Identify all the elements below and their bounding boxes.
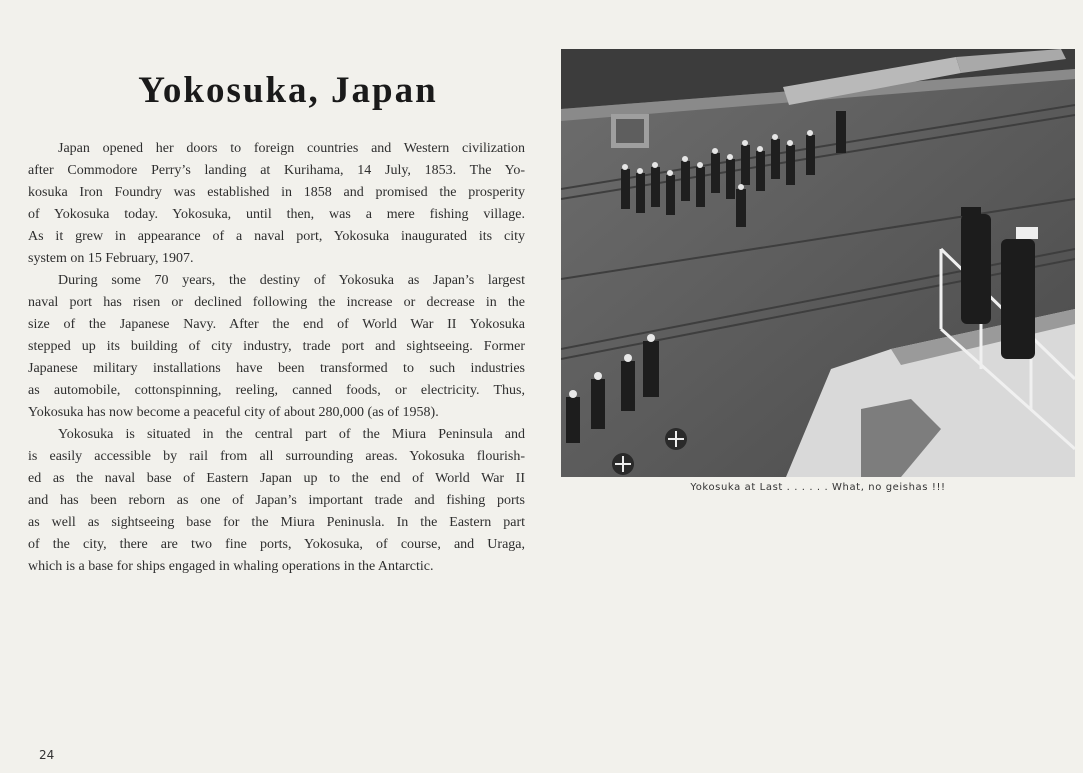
page-title: Yokosuka, Japan (138, 69, 438, 111)
body-text-line: as well as sightseeing base for the Miura Peninusla. In the Eastern part (28, 515, 525, 530)
body-text-line: and has been reborn as one of Japan’s important trade and fishing ports (28, 493, 525, 508)
body-text-line: after Commodore Perry’s landing at Kurihama, 14 July, 1853. The Yo- (28, 163, 525, 178)
body-text-line: of the city, there are two fine ports, Yokosuka, of course, and Uraga, (28, 537, 525, 552)
body-text-line: As it grew in appearance of a naval port, Yokosuka inaugurated its city (28, 229, 525, 244)
photograph (561, 49, 1075, 477)
body-text-line: is easily accessible by rail from all surrounding areas. Yokosuka flourish- (28, 449, 525, 464)
body-text-line: Japanese military installations have been transformed to such industries (28, 361, 525, 376)
body-text-line: Yokosuka is situated in the central part of the Miura Peninsula and (58, 427, 525, 442)
photo-caption: Yokosuka at Last . . . . . . What, no geishas !!! (690, 482, 946, 493)
body-text-line: naval port has risen or declined following the increase or decrease in the (28, 295, 525, 310)
body-text-line: Japan opened her doors to foreign countries and Western civilization (58, 141, 525, 156)
body-text-line: system on 15 February, 1907. (28, 251, 194, 266)
body-text-line: as automobile, cottonspinning, reeling, canned foods, or electricity. Thus, (28, 383, 525, 398)
body-text-line: During some 70 years, the destiny of Yokosuka as Japan’s largest (58, 273, 525, 288)
body-text-line: size of the Japanese Navy. After the end of World War II Yokosuka (28, 317, 525, 332)
pier-photo-illustration (561, 49, 1075, 477)
body-text-line: Yokosuka has now become a peaceful city of about 280,000 (as of 1958). (28, 405, 439, 420)
page-number: 24 (39, 748, 55, 762)
body-text-line: kosuka Iron Foundry was established in 1858 and promised the prosperity (28, 185, 525, 200)
body-text-line: stepped up its building of city industry, trade port and sightseeing. Former (28, 339, 525, 354)
body-text-line: ed as the naval base of Eastern Japan up to the end of World War II (28, 471, 525, 486)
body-text-line: which is a base for ships engaged in whaling operations in the Antarctic. (28, 559, 434, 574)
article-body (28, 138, 525, 578)
body-text-line: of Yokosuka today. Yokosuka, until then, was a mere fishing village. (28, 207, 525, 222)
